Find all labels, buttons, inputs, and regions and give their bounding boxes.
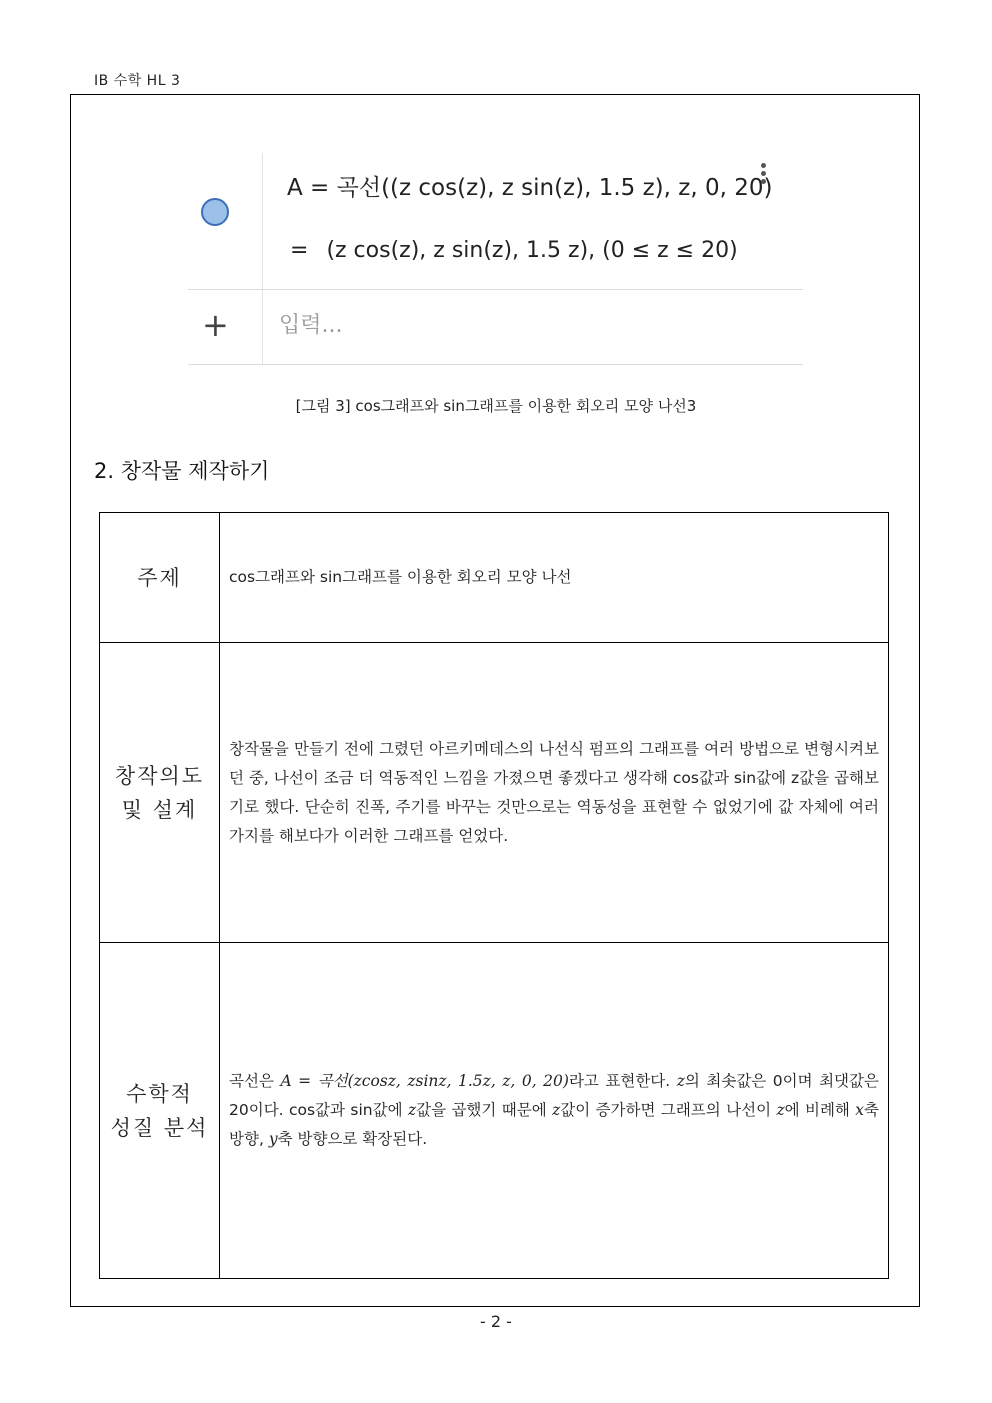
topic-label-text: 주제 <box>137 565 182 590</box>
table-row-analysis <box>100 943 889 1279</box>
math-variable: z <box>676 1072 685 1090</box>
curve-value-text: (z cos(z), z sin(z), 1.5 z), (0 ≤ z ≤ 20) <box>326 238 738 263</box>
page-header: IB 수학 HL 3 <box>94 73 181 89</box>
analysis-text: 라고 표현한다. <box>568 1072 677 1090</box>
analysis-formula: A = 곡선(zcosz, zsinz, 1.5z, z, 0, 20) <box>280 1072 569 1090</box>
row-divider <box>188 289 803 290</box>
table-row-topic <box>100 513 889 643</box>
analysis-text: 에 비례해 <box>784 1101 856 1119</box>
figure-caption: [그림 3] cos그래프와 sin그래프를 이용한 회오리 모양 나선3 <box>295 397 697 415</box>
intent-label <box>100 643 220 943</box>
analysis-text: 축 방향, <box>229 1101 880 1148</box>
math-variable: z <box>407 1101 417 1119</box>
input-field[interactable]: 입력... <box>279 313 343 338</box>
row-divider-bottom <box>188 364 803 365</box>
analysis-text: 의 최솟값은 0이며 최댓값은 20이다. cos값과 sin값에 <box>229 1072 879 1119</box>
visibility-toggle-icon[interactable] <box>201 198 229 226</box>
math-variable: y <box>268 1130 278 1148</box>
intent-label-line1: 창작의도 <box>114 763 205 788</box>
curve-value <box>290 238 738 263</box>
math-variable: x <box>855 1101 865 1119</box>
topic-label <box>100 513 220 643</box>
analysis-text: 곡선은 <box>229 1072 281 1090</box>
analysis-content <box>220 943 889 1279</box>
analysis-label <box>100 943 220 1279</box>
value-equals: = <box>290 238 309 263</box>
page-number: - 2 - <box>480 1312 512 1331</box>
curve-definition[interactable]: A = 곡선((z cos(z), z sin(z), 1.5 z), z, 0, 20) <box>287 175 773 201</box>
add-input-icon[interactable]: + <box>202 306 229 344</box>
topic-content: cos그래프와 sin그래프를 이용한 회오리 모양 나선 <box>220 513 889 643</box>
geogebra-algebra-view <box>188 153 803 365</box>
project-table <box>99 512 889 1279</box>
intent-content: 창작물을 만들기 전에 그렸던 아르키메데스의 나선식 펌프의 그래프를 여러 방법으로 변형시켜보던 중, 나선이 조금 더 역동적인 느낌을 가졌으면 좋겠다고 생각해 cos값과 sin값에 z값을 곱해보기로 했다. 단순히 진폭, 주기를 바꾸는 것만으로는 역동성을 표현할 수 없었기에 값 자체에 여러 가지를 해보다가 이러한 그래프를 얻었다. <box>220 643 889 943</box>
analysis-label-line2: 성질 분석 <box>110 1115 209 1140</box>
analysis-text: 값이 증가하면 그래프의 나선이 <box>560 1101 777 1119</box>
analysis-label-line1: 수학적 <box>126 1081 193 1106</box>
intent-label-line2: 및 설계 <box>121 797 198 822</box>
analysis-text: 축 방향으로 확장된다. <box>277 1130 428 1148</box>
section-title: 2. 창작물 제작하기 <box>94 459 270 483</box>
math-variable: z <box>776 1101 785 1119</box>
column-divider <box>262 153 263 365</box>
table-row-intent <box>100 643 889 943</box>
math-variable: z <box>552 1101 561 1119</box>
analysis-text: 값을 곱했기 때문에 <box>416 1101 553 1119</box>
